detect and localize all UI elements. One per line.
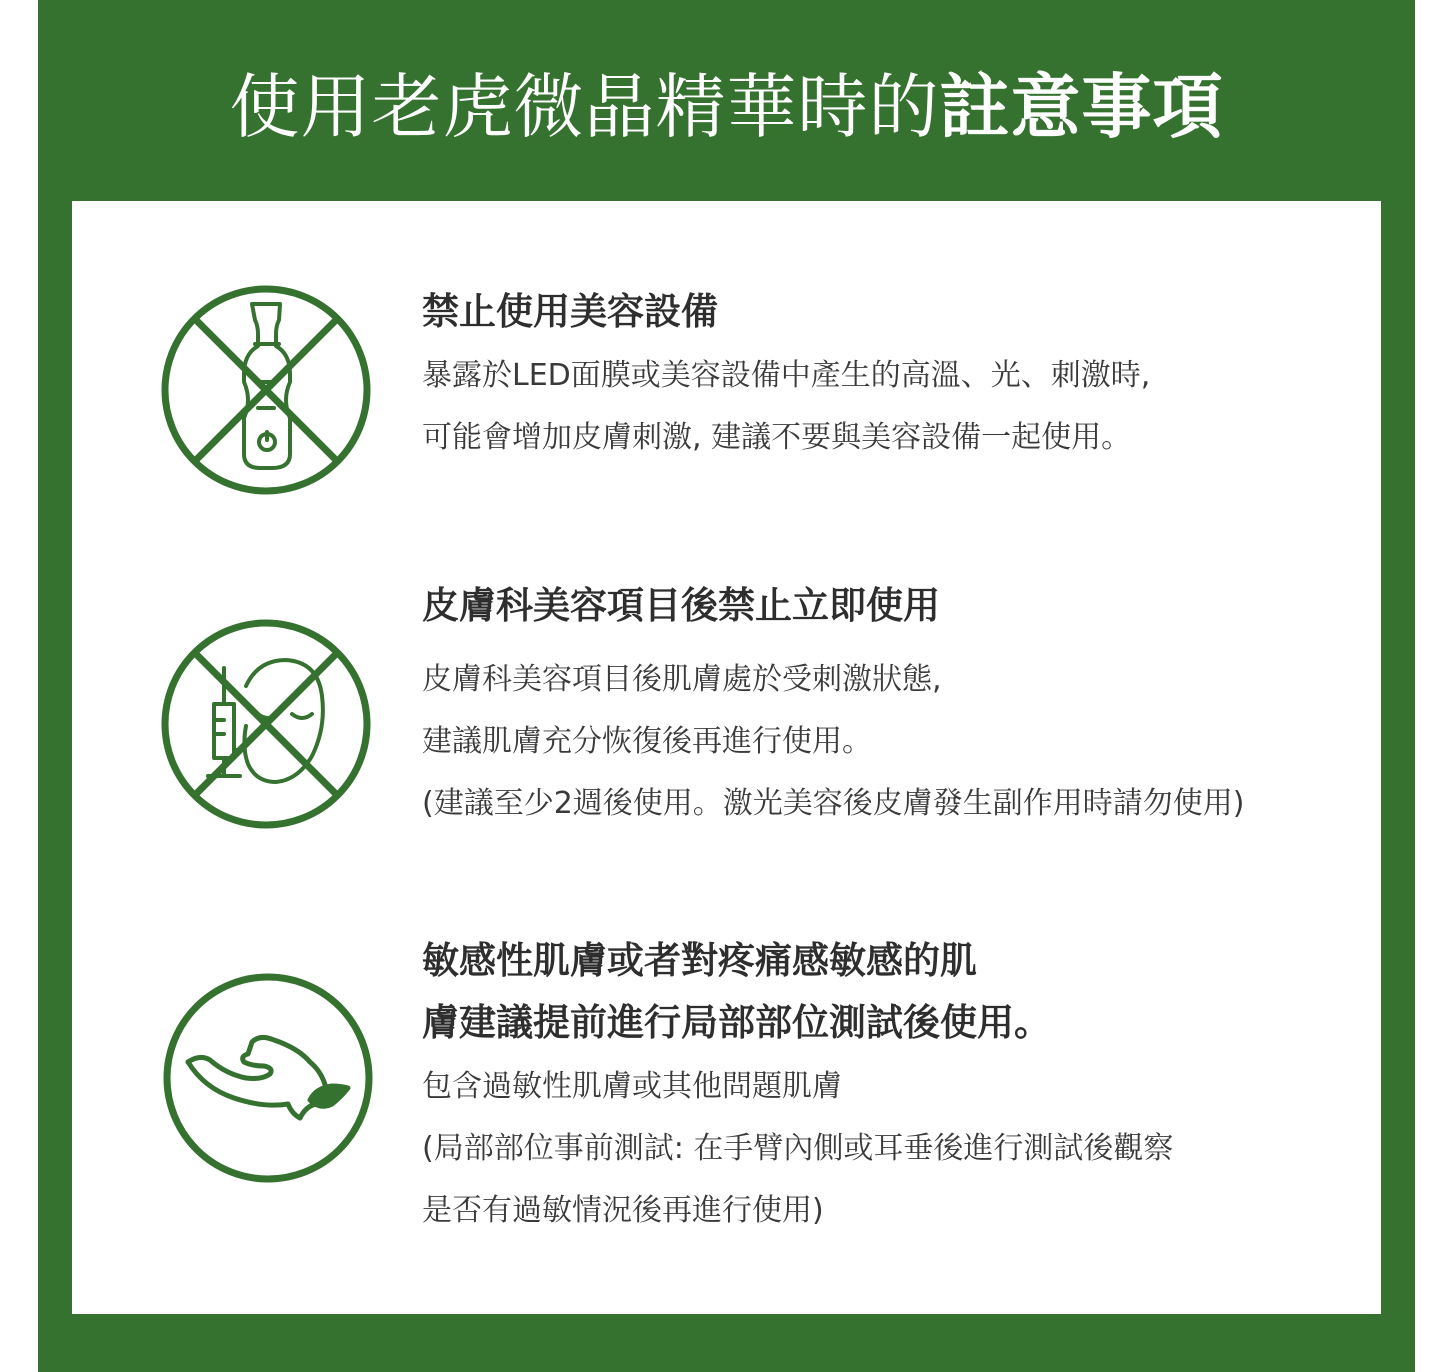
notice-text: 可能會增加皮膚刺激, 建議不要與美容設備一起使用。: [422, 420, 1132, 455]
hand-patch-test-icon: [160, 970, 376, 1186]
notice-heading: 禁止使用美容設備: [422, 290, 718, 333]
notice-text: 是否有過敏情況後再進行使用): [422, 1193, 824, 1228]
notice-heading: 膚建議提前進行局部部位測試後使用。: [422, 1001, 1051, 1044]
notice-card: [72, 201, 1381, 1314]
notice-text: (建議至少2週後使用。激光美容後皮膚發生副作用時請勿使用): [422, 786, 1245, 821]
notice-text: (局部部位事前測試: 在手臂內側或耳垂後進行測試後觀察: [422, 1131, 1174, 1166]
notice-text: 建議肌膚充分恢復後再進行使用。: [422, 724, 872, 759]
notice-item-2: [422, 575, 1245, 835]
notice-item-3: [422, 930, 1173, 1242]
notice-heading: 皮膚科美容項目後禁止立即使用: [422, 584, 940, 627]
page-title: [38, 62, 1415, 152]
notice-text: 包含過敏性肌膚或其他問題肌膚: [422, 1069, 842, 1104]
notice-heading: 敏感性肌膚或者對疼痛感敏感的肌: [422, 939, 977, 982]
notice-text: 皮膚科美容項目後肌膚處於受刺激狀態,: [422, 662, 942, 697]
notice-item-1: [422, 281, 1150, 469]
page-title-emphasis: 註意事項: [939, 66, 1224, 148]
no-injection-after-procedure-icon: [158, 616, 374, 832]
page-panel: [38, 0, 1415, 1372]
notice-text: 暴露於LED面膜或美容設備中產生的高溫、光、刺激時,: [422, 358, 1151, 393]
page-title-regular: 使用老虎微晶精華時的: [229, 66, 940, 148]
no-beauty-device-icon: [158, 282, 374, 498]
